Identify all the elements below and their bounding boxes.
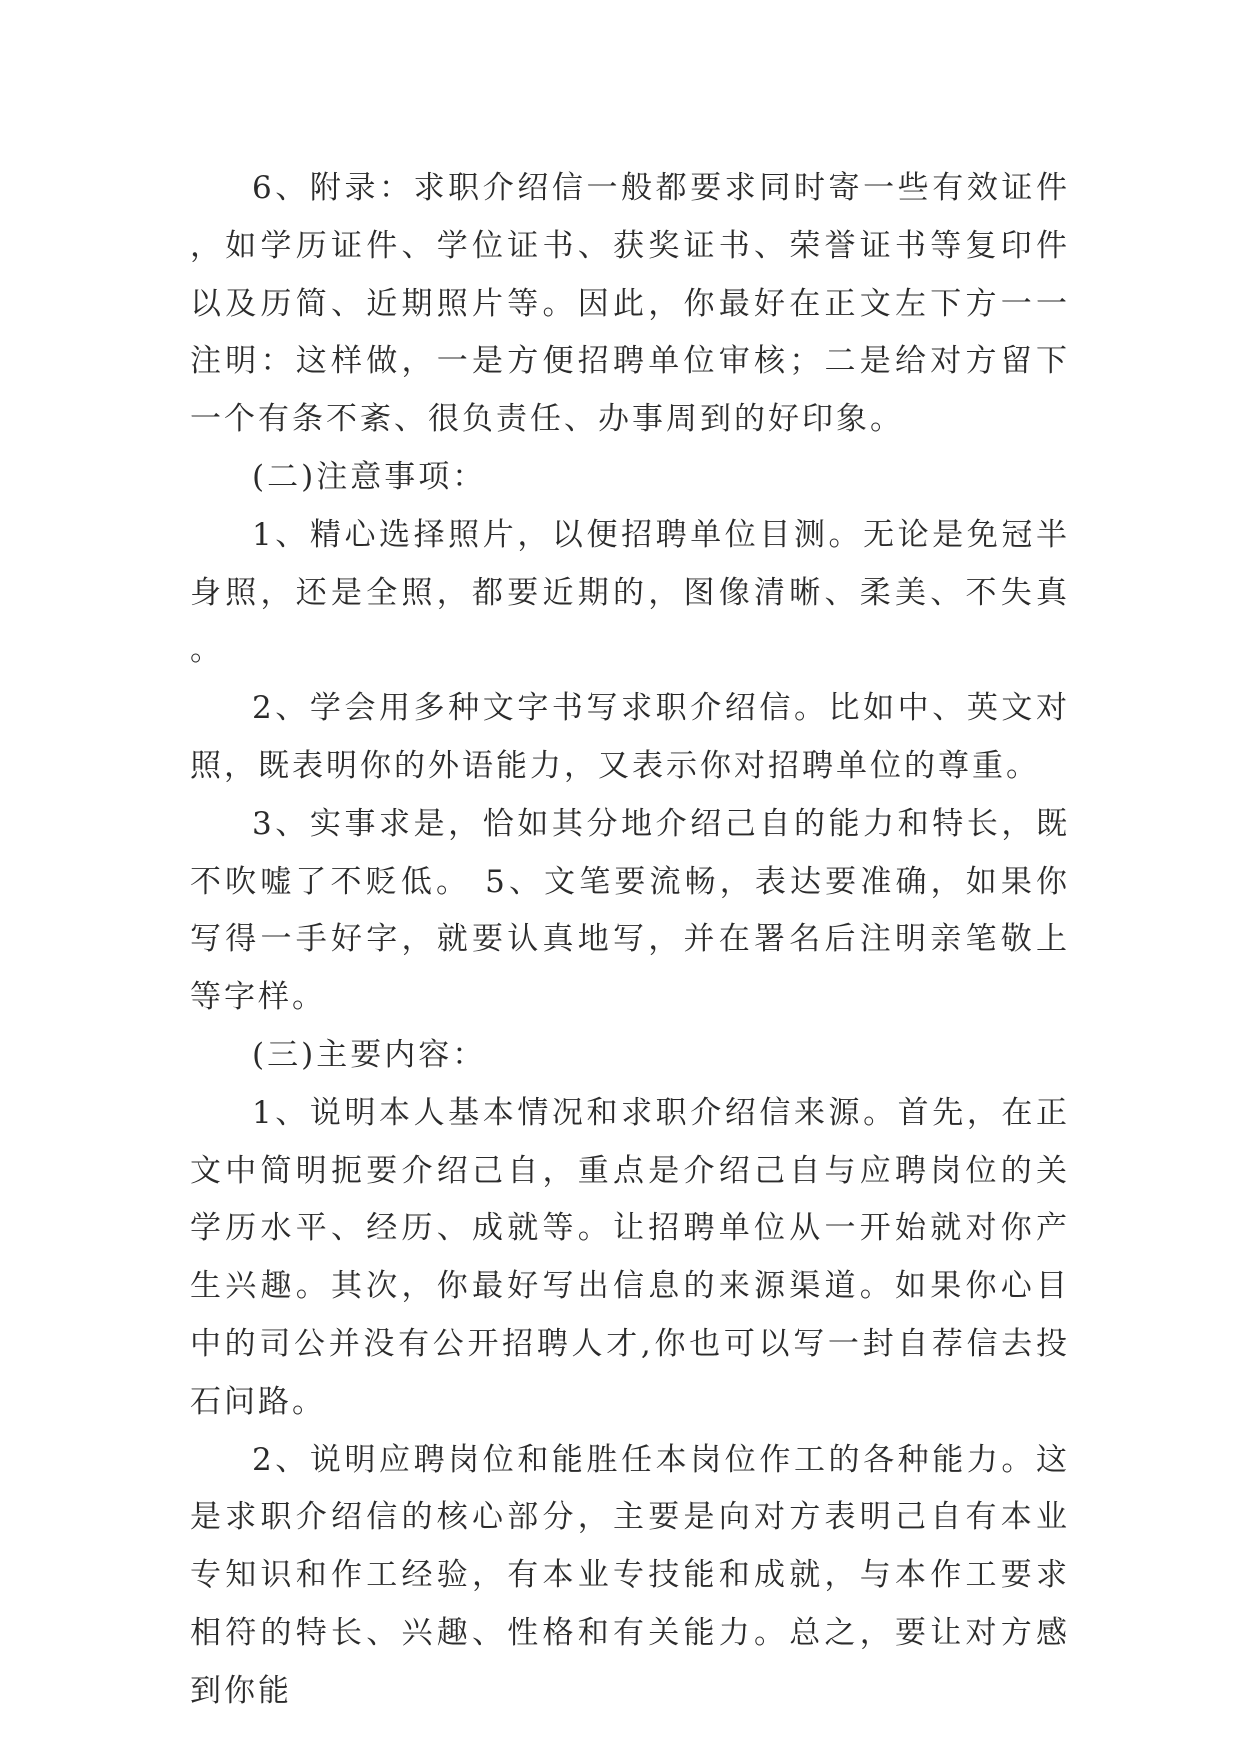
paragraph-basic-info: 1、说明本人基本情况和求职介绍信来源。首先，在正文中简明扼要介绍己自，重点是介绍己自与应聘岗位的关学历水平、经历、成就等。让招聘单位从一开始就对你产生兴趣。其次，你最好写出信息的来源渠道。如果你心目中的司公并没有公开招聘人才,你也可以写一封自荐信去投石问路。 (190, 1094, 1070, 1420)
paragraph-appendix: 6、附录：求职介绍信一般都要求同时寄一些有效证件，如学历证件、学位证书、获奖证书、荣誉证书等复印件以及历简、近期照片等。因此，你最好在正文左下方一一注明：这样做，一是方便招聘单位审核；二是给对方留下一个有条不紊、很负责任、办事周到的好印象。 (190, 170, 1070, 438)
heading-precautions: (二)注意事项： (252, 458, 487, 495)
paragraph-honesty: 3、实事求是，恰如其分地介绍己自的能力和特长，既不吹嘘了不贬低。 5、文笔要流畅，表达要准确，如果你写得一手好字，就要认真地写，并在署名后注明亲笔敬上等字样。 (190, 805, 1070, 1016)
document-body (190, 160, 1070, 1721)
paragraph-languages: 2、学会用多种文字书写求职介绍信。比如中、英文对照，既表明你的外语能力，又表示你对招聘单位的尊重。 (190, 690, 1070, 784)
paragraph-position-ability: 2、说明应聘岗位和能胜任本岗位作工的各种能力。这是求职介绍信的核心部分，主要是向对方表明己自有本业专知识和作工经验，有本业专技能和成就，与本作工要求相符的特长、兴趣、性格和有关能力。总之，要让对方感到你能 (190, 1441, 1070, 1709)
paragraph-photo: 1、精心选择照片，以便招聘单位目测。无论是免冠半身照，还是全照，都要近期的，图像清晰、柔美、不失真。 (190, 516, 1070, 669)
heading-main-content: (三)主要内容： (252, 1036, 487, 1073)
